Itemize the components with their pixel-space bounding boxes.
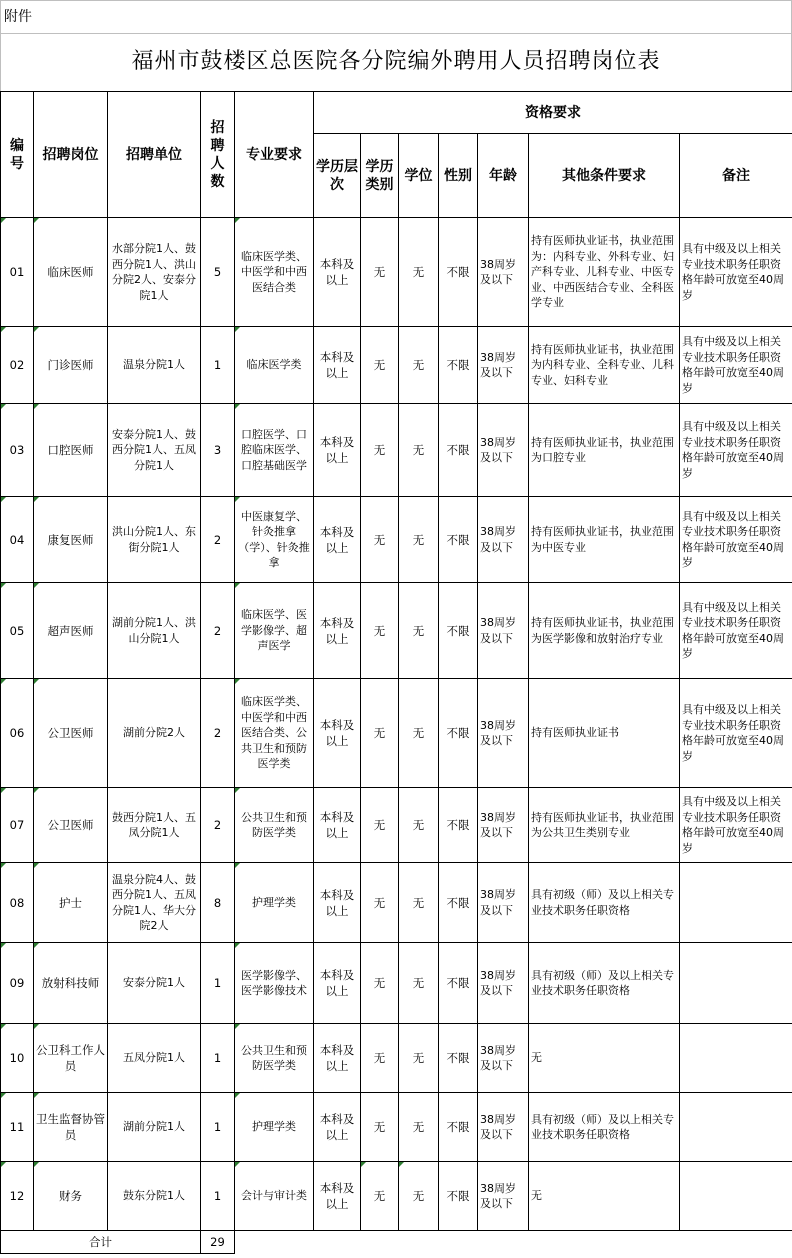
row-post: 口腔医师: [34, 404, 108, 497]
row-edu-type: 无: [361, 788, 399, 863]
row-degree: 无: [399, 1093, 439, 1162]
row-edu-type: 无: [361, 583, 399, 679]
row-gender: 不限: [439, 1024, 478, 1093]
row-major: 护理学类: [235, 1093, 314, 1162]
row-gender: 不限: [439, 497, 478, 583]
row-edu-type: 无: [361, 404, 399, 497]
row-edu-level: 本科及以上: [314, 1093, 361, 1162]
row-edu-type: 无: [361, 679, 399, 788]
row-gender: 不限: [439, 943, 478, 1024]
row-edu-level: 本科及以上: [314, 583, 361, 679]
header-other: 其他条件要求: [529, 134, 680, 218]
row-major: 医学影像学、医学影像技术: [235, 943, 314, 1024]
header-count: 招聘人数: [201, 92, 235, 218]
row-count: 2: [201, 788, 235, 863]
header-unit: 招聘单位: [108, 92, 201, 218]
row-age: 38周岁及以下: [478, 218, 529, 327]
row-count: 3: [201, 404, 235, 497]
row-remark: [680, 1093, 792, 1162]
row-major: 临床医学类、中医学和中西医结合类: [235, 218, 314, 327]
row-other: 持有医师执业证书，执业范围为中医专业: [529, 497, 680, 583]
row-post: 放射科技师: [34, 943, 108, 1024]
row-post: 康复医师: [34, 497, 108, 583]
row-degree: 无: [399, 863, 439, 943]
row-edu-type: 无: [361, 1024, 399, 1093]
row-post: 护士: [34, 863, 108, 943]
row-degree: 无: [399, 943, 439, 1024]
table-row: [1, 1162, 792, 1231]
table-row: [1, 1024, 792, 1093]
row-edu-type: 无: [361, 863, 399, 943]
row-degree: 无: [399, 1024, 439, 1093]
row-other: 持有医师执业证书，执业范围为医学影像和放射治疗专业: [529, 583, 680, 679]
table-row: [1, 1093, 792, 1162]
row-edu-type: 无: [361, 943, 399, 1024]
row-age: 38周岁及以下: [478, 1093, 529, 1162]
row-gender: 不限: [439, 404, 478, 497]
row-age: 38周岁及以下: [478, 404, 529, 497]
row-count: 1: [201, 1093, 235, 1162]
table-row: [1, 404, 792, 497]
total-value: 29: [201, 1231, 235, 1254]
row-count: 1: [201, 1162, 235, 1231]
row-no: 10: [1, 1024, 34, 1093]
row-edu-level: 本科及以上: [314, 1024, 361, 1093]
row-edu-level: 本科及以上: [314, 404, 361, 497]
row-degree: 无: [399, 497, 439, 583]
row-major: 中医康复学、针灸推拿（学）、针灸推拿: [235, 497, 314, 583]
row-degree: 无: [399, 788, 439, 863]
row-remark: [680, 943, 792, 1024]
row-gender: 不限: [439, 1093, 478, 1162]
row-edu-type: 无: [361, 1162, 399, 1231]
row-other: 持有医师执业证书: [529, 679, 680, 788]
row-no: 04: [1, 497, 34, 583]
row-major: 公共卫生和预防医学类: [235, 1024, 314, 1093]
row-count: 5: [201, 218, 235, 327]
header-degree: 学位: [399, 134, 439, 218]
row-no: 12: [1, 1162, 34, 1231]
row-unit: 湖前分院2人: [108, 679, 201, 788]
row-remark: 具有中级及以上相关专业技术职务任职资格年龄可放宽至40周岁: [680, 679, 792, 788]
row-other: 持有医师执业证书，执业范围为：内科专业、外科专业、妇产科专业、儿科专业、中医专业、中西医结合专业、全科医学专业: [529, 218, 680, 327]
row-other: 具有初级（师）及以上相关专业技术职务任职资格: [529, 863, 680, 943]
recruitment-table: [0, 91, 792, 1254]
table-row: [1, 583, 792, 679]
row-unit: 湖前分院1人: [108, 1093, 201, 1162]
row-no: 05: [1, 583, 34, 679]
row-remark: [680, 1024, 792, 1093]
row-gender: 不限: [439, 863, 478, 943]
header-qualification: 资格要求: [314, 92, 792, 134]
row-remark: 具有中级及以上相关专业技术职务任职资格年龄可放宽至40周岁: [680, 583, 792, 679]
row-age: 38周岁及以下: [478, 497, 529, 583]
total-blank: [235, 1231, 792, 1254]
row-count: 2: [201, 497, 235, 583]
row-other: 持有医师执业证书，执业范围为口腔专业: [529, 404, 680, 497]
header-no: 编号: [1, 92, 34, 218]
table-row: [1, 679, 792, 788]
row-unit: 温泉分院4人、鼓西分院1人、五凤分院1人、华大分院2人: [108, 863, 201, 943]
total-label: 合计: [1, 1231, 201, 1254]
row-degree: 无: [399, 404, 439, 497]
row-post: 临床医师: [34, 218, 108, 327]
row-post: 财务: [34, 1162, 108, 1231]
row-age: 38周岁及以下: [478, 863, 529, 943]
row-remark: 具有中级及以上相关专业技术职务任职资格年龄可放宽至40周岁: [680, 218, 792, 327]
row-edu-type: 无: [361, 218, 399, 327]
row-degree: 无: [399, 679, 439, 788]
row-no: 09: [1, 943, 34, 1024]
row-edu-level: 本科及以上: [314, 679, 361, 788]
table-row: [1, 497, 792, 583]
row-major: 临床医学类: [235, 327, 314, 404]
row-edu-level: 本科及以上: [314, 327, 361, 404]
row-edu-level: 本科及以上: [314, 218, 361, 327]
row-edu-level: 本科及以上: [314, 943, 361, 1024]
row-age: 38周岁及以下: [478, 679, 529, 788]
row-remark: [680, 863, 792, 943]
row-no: 02: [1, 327, 34, 404]
row-gender: 不限: [439, 788, 478, 863]
row-other: 持有医师执业证书，执业范围为内科专业、全科专业、儿科专业、妇科专业: [529, 327, 680, 404]
row-degree: 无: [399, 218, 439, 327]
row-other: 持有医师执业证书，执业范围为公共卫生类别专业: [529, 788, 680, 863]
row-no: 06: [1, 679, 34, 788]
row-unit: 湖前分院1人、洪山分院1人: [108, 583, 201, 679]
row-remark: 具有中级及以上相关专业技术职务任职资格年龄可放宽至40周岁: [680, 788, 792, 863]
row-other: 具有初级（师）及以上相关专业技术职务任职资格: [529, 943, 680, 1024]
table-row: [1, 218, 792, 327]
row-remark: 具有中级及以上相关专业技术职务任职资格年龄可放宽至40周岁: [680, 327, 792, 404]
row-degree: 无: [399, 327, 439, 404]
header-edu-type: 学历类别: [361, 134, 399, 218]
row-gender: 不限: [439, 583, 478, 679]
row-unit: 水部分院1人、鼓西分院1人、洪山分院2人、安泰分院1人: [108, 218, 201, 327]
row-no: 11: [1, 1093, 34, 1162]
page-title: 福州市鼓楼区总医院各分院编外聘用人员招聘岗位表: [0, 33, 792, 91]
row-count: 1: [201, 327, 235, 404]
header-remark: 备注: [680, 134, 792, 218]
row-gender: 不限: [439, 218, 478, 327]
header-major: 专业要求: [235, 92, 314, 218]
header-gender: 性别: [439, 134, 478, 218]
table-row: [1, 327, 792, 404]
row-degree: 无: [399, 583, 439, 679]
row-degree: 无: [399, 1162, 439, 1231]
row-edu-level: 本科及以上: [314, 788, 361, 863]
row-count: 8: [201, 863, 235, 943]
row-count: 1: [201, 943, 235, 1024]
table-row: [1, 863, 792, 943]
row-edu-type: 无: [361, 1093, 399, 1162]
row-major: 口腔医学、口腔临床医学、口腔基础医学: [235, 404, 314, 497]
row-edu-type: 无: [361, 327, 399, 404]
row-edu-level: 本科及以上: [314, 1162, 361, 1231]
row-gender: 不限: [439, 679, 478, 788]
row-major: 临床医学、医学影像学、超声医学: [235, 583, 314, 679]
row-post: 公卫医师: [34, 679, 108, 788]
header-post: 招聘岗位: [34, 92, 108, 218]
row-unit: 鼓西分院1人、五凤分院1人: [108, 788, 201, 863]
row-post: 公卫医师: [34, 788, 108, 863]
row-unit: 鼓东分院1人: [108, 1162, 201, 1231]
row-edu-type: 无: [361, 497, 399, 583]
row-count: 1: [201, 1024, 235, 1093]
row-unit: 安泰分院1人、鼓西分院1人、五凤分院1人: [108, 404, 201, 497]
header-edu-level: 学历层次: [314, 134, 361, 218]
row-count: 2: [201, 679, 235, 788]
row-age: 38周岁及以下: [478, 788, 529, 863]
row-major: 会计与审计类: [235, 1162, 314, 1231]
row-age: 38周岁及以下: [478, 1162, 529, 1231]
row-major: 公共卫生和预防医学类: [235, 788, 314, 863]
row-edu-level: 本科及以上: [314, 863, 361, 943]
row-remark: [680, 1162, 792, 1231]
row-post: 超声医师: [34, 583, 108, 679]
row-remark: 具有中级及以上相关专业技术职务任职资格年龄可放宽至40周岁: [680, 497, 792, 583]
attachment-label: 附件: [0, 0, 792, 34]
row-count: 2: [201, 583, 235, 679]
row-no: 07: [1, 788, 34, 863]
row-remark: 具有中级及以上相关专业技术职务任职资格年龄可放宽至40周岁: [680, 404, 792, 497]
row-major: 护理学类: [235, 863, 314, 943]
row-other: 无: [529, 1024, 680, 1093]
row-age: 38周岁及以下: [478, 943, 529, 1024]
row-other: 无: [529, 1162, 680, 1231]
row-unit: 安泰分院1人: [108, 943, 201, 1024]
row-unit: 洪山分院1人、东街分院1人: [108, 497, 201, 583]
row-post: 公卫科工作人员: [34, 1024, 108, 1093]
row-age: 38周岁及以下: [478, 327, 529, 404]
row-edu-level: 本科及以上: [314, 497, 361, 583]
row-other: 具有初级（师）及以上相关专业技术职务任职资格: [529, 1093, 680, 1162]
row-age: 38周岁及以下: [478, 1024, 529, 1093]
row-gender: 不限: [439, 327, 478, 404]
row-post: 门诊医师: [34, 327, 108, 404]
row-unit: 温泉分院1人: [108, 327, 201, 404]
row-unit: 五凤分院1人: [108, 1024, 201, 1093]
row-major: 临床医学类、中医学和中西医结合类、公共卫生和预防医学类: [235, 679, 314, 788]
row-no: 08: [1, 863, 34, 943]
table-row: [1, 788, 792, 863]
row-no: 01: [1, 218, 34, 327]
table-row: [1, 943, 792, 1024]
header-age: 年龄: [478, 134, 529, 218]
row-gender: 不限: [439, 1162, 478, 1231]
row-age: 38周岁及以下: [478, 583, 529, 679]
row-no: 03: [1, 404, 34, 497]
row-post: 卫生监督协管员: [34, 1093, 108, 1162]
